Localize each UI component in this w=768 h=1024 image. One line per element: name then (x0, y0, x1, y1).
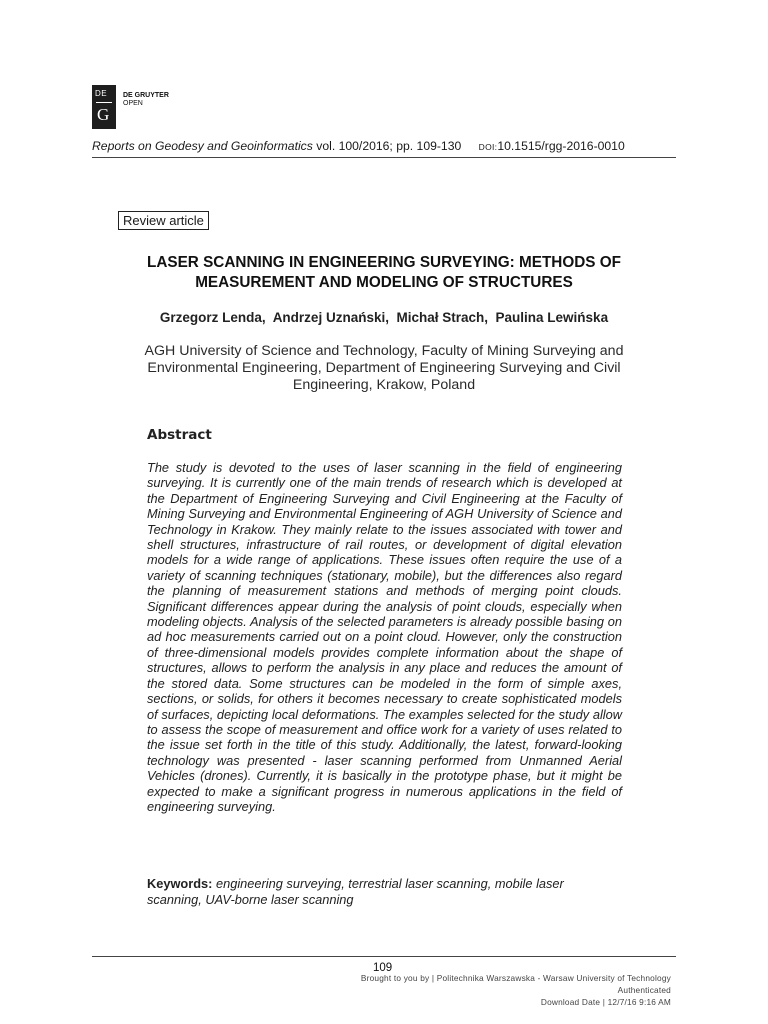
header-rule (92, 157, 676, 158)
author-4: Paulina Lewińska (495, 310, 609, 325)
title-line-2: MEASUREMENT AND MODELING OF STRUCTURES (195, 274, 573, 291)
abstract-heading: Abstract (147, 427, 212, 443)
logo-divider (96, 102, 112, 103)
download-notice-line-3: Download Date | 12/7/16 9:16 AM (540, 997, 671, 1007)
author-1: Grzegorz Lenda, (159, 310, 266, 325)
publisher-name-text: DE GRUYTER (123, 92, 169, 99)
title-line-1: LASER SCANNING IN ENGINEERING SURVEYING: METHODS OF (147, 254, 621, 271)
journal-volume: vol. 100/2016; pp. 109-130 (316, 139, 462, 153)
keywords (147, 876, 622, 907)
doi-label: DOI: (478, 142, 498, 152)
logo-g-letter: G (97, 105, 110, 124)
download-notice-line-2: Authenticated (617, 985, 671, 995)
download-notice-line-1: Brought to you by | Politechnika Warszawska - Warsaw University of Technology (360, 973, 671, 983)
article-title (92, 253, 676, 293)
publisher-tag: OPEN (123, 100, 143, 107)
logo-de-text: DE (95, 89, 108, 98)
page-number: 109 (373, 962, 393, 974)
article-type-badge: Review article (118, 211, 209, 230)
download-notice (361, 972, 671, 1008)
journal-name: Reports on Geodesy and Geoinformatics (92, 139, 313, 153)
keywords-list: engineering surveying, terrestrial laser scanning, mobile laser scanning, UAV-borne laser scanning (147, 876, 564, 907)
author-list (92, 310, 676, 325)
publisher-name (123, 92, 169, 108)
footer-rule (92, 956, 676, 957)
doi-link[interactable]: 10.1515/rgg-2016-0010 (497, 139, 625, 153)
author-3: Michał Strach, (396, 310, 489, 325)
journal-citation (92, 139, 676, 153)
affiliation: AGH University of Science and Technology, Faculty of Mining Surveying and Environmental Engineering, Department of Engineering Surveying and Civil Engineering, Krakow, Poland (144, 343, 624, 393)
abstract-text: The study is devoted to the uses of laser scanning in the field of engineering surveying. It is currently one of the main trends of research which is developed at the Department of Engineering Surveying and Civil Engineering at the Faculty of Mining Surveying and Environmental Engineering of AGH University of Science and Technology in Krakow. They mainly relate to the issues associated with tower and shell structures, infrastructure of rail routes, or development of digital elevation models for a wide range of applications. These issues often require the use of a variety of scanning techniques (stationary, mobile), but the differences also regard the planning of measurement stations and methods of merging point clouds. Significant differences appear during the analysis of point clouds, especially when modeling objects. Analysis of the selected parameters is already possible basing on ad hoc measurements carried out on a point cloud. However, only the construction of three-dimensional models provides complete information about the shape of structures, allows to perform the analysis in any place and reduces the amount of the stored data. Some structures can be modeled in the form of simple axes, sections, or solids, for others it becomes necessary to create sophisticated models of surfaces, depicting local deformations. The examples selected for the study allow to assess the scope of measurement and office work for a variety of uses related to the issue set forth in the title of this study. Additionally, the latest, forward-looking technology was presented - laser scanning performed from Unmanned Aerial Vehicles (drones). Currently, it is basically in the prototype phase, but it might be expected to make a significant progress in numerous applications in the field of engineering surveying. (147, 460, 622, 814)
author-2: Andrzej Uznański, (272, 310, 389, 325)
publisher-logo (92, 85, 116, 129)
keywords-label: Keywords: (147, 876, 213, 891)
